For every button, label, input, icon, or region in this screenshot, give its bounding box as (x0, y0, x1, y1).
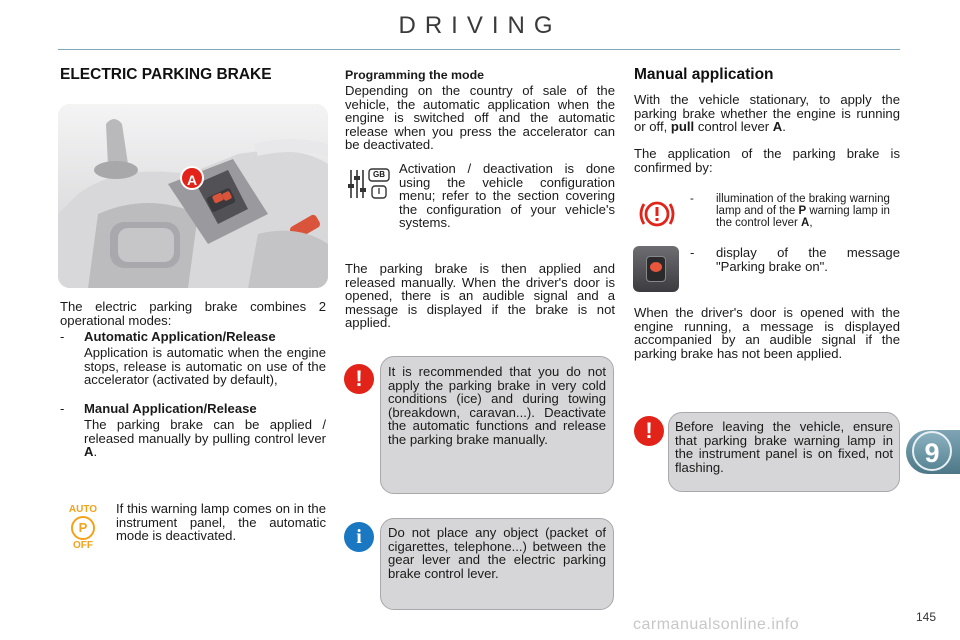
manual-p1-after: control lever (697, 119, 770, 135)
intro-text: The electric parking brake combines 2 operational modes: (60, 299, 326, 328)
bullet1-dash: - (690, 193, 694, 205)
brake-warning-icon (634, 192, 680, 236)
pull-word: pull (670, 119, 695, 135)
warning-icon: ! (344, 364, 374, 394)
console-illustration (58, 104, 328, 288)
lever-lamp (650, 262, 662, 272)
manual-p1-lever: A (772, 119, 783, 135)
section-title: ELECTRIC PARKING BRAKE (60, 66, 272, 83)
parking-brake-photo (58, 104, 328, 288)
off-label: OFF (73, 540, 93, 551)
header-divider (58, 49, 900, 50)
manual-p1-text: With the vehicle stationary, to apply the parking brake whether the engine is running or off, (634, 92, 900, 135)
bullet1-body: illumination of the braking warning lamp and of the (716, 193, 890, 217)
page-number: 145 (915, 610, 936, 624)
config-text: Activation / deactivation is done using the vehicle configuration menu; refer to the section covering the configuration of your vehicle's systems. (399, 161, 615, 231)
p-lamp-label: P (798, 205, 807, 217)
programming-title: Programming the mode (345, 68, 485, 82)
mode2-text-body: The parking brake can be applied / released manually by pulling control lever (84, 417, 326, 446)
mode2-dash: - (60, 401, 65, 416)
parking-p-symbol: P (71, 516, 95, 540)
i-label: I (377, 187, 381, 196)
mode2-text (84, 418, 326, 459)
bullet2-text: display of the message "Parking brake on". (716, 245, 900, 274)
gb-label: GB (373, 170, 385, 179)
bullet1-end: , (809, 217, 813, 229)
watermark: carmanualsonline.info (633, 616, 800, 633)
callout2-text: Do not place any object (packet of cigarettes, telephone...) between the gear lever and the electric parking brake control lever. (388, 525, 606, 581)
configuration-menu-icon (345, 166, 391, 202)
lever-a-label: A (180, 166, 204, 190)
bullet2-dash: - (690, 245, 695, 260)
braking-warning-lamp-icon (634, 192, 680, 236)
page-title: DRIVING (398, 12, 562, 39)
mode1-title: Automatic Application/Release (84, 329, 276, 344)
mode2-title: Manual Application/Release (84, 401, 257, 416)
chapter-number: 9 (912, 431, 952, 471)
manual-p1 (634, 93, 900, 134)
bullet1-lever: A (801, 217, 810, 229)
mode2-end: . (93, 444, 98, 460)
manual-p2: The application of the parking brake is confirmed by: (634, 146, 900, 175)
manual-p3: When the driver's door is opened with the engine running, a message is displayed accompanied by an audible signal if the parking brake has not been applied. (634, 305, 900, 361)
mode1-text: Application is automatic when the engine stops, release is automatic on use of the accelerator (activated by default), (84, 345, 326, 388)
mode2-lever: A (84, 444, 94, 460)
parking-brake-lever-lamp-icon (633, 246, 679, 292)
bullet1-text (716, 193, 900, 229)
info-icon: i (344, 522, 374, 552)
auto-label: AUTO (68, 504, 98, 515)
bullet1-after: warning lamp in the control lever (716, 205, 890, 229)
callout1-text: It is recommended that you do not apply the parking brake in very cold conditions (ice) and during towing (breakdown, caravan...). Deactivate the automatic functions and release the parking brake manually. (388, 364, 606, 447)
mode1-dash: - (60, 329, 65, 344)
auto-p-off-icon (64, 504, 102, 550)
warning-icon-right: ! (634, 416, 664, 446)
manual-application-title: Manual application (634, 66, 774, 83)
warning-lamp-text: If this warning lamp comes on in the instrument panel, the automatic mode is deactivated. (116, 501, 326, 544)
callout3-text: Before leaving the vehicle, ensure that parking brake warning lamp in the instrument panel is on fixed, not flashing. (675, 419, 893, 475)
programming-text: Depending on the country of sale of the vehicle, the automatic application when the engine is switched off and the automatic release when you press the accelerator can be deactivated. (345, 83, 615, 153)
after-text: The parking brake is then applied and released manually. When the driver's door is opened, there is an audible signal and a message is displayed if the brake is not applied. (345, 261, 615, 331)
manual-p1-end: . (782, 119, 786, 135)
